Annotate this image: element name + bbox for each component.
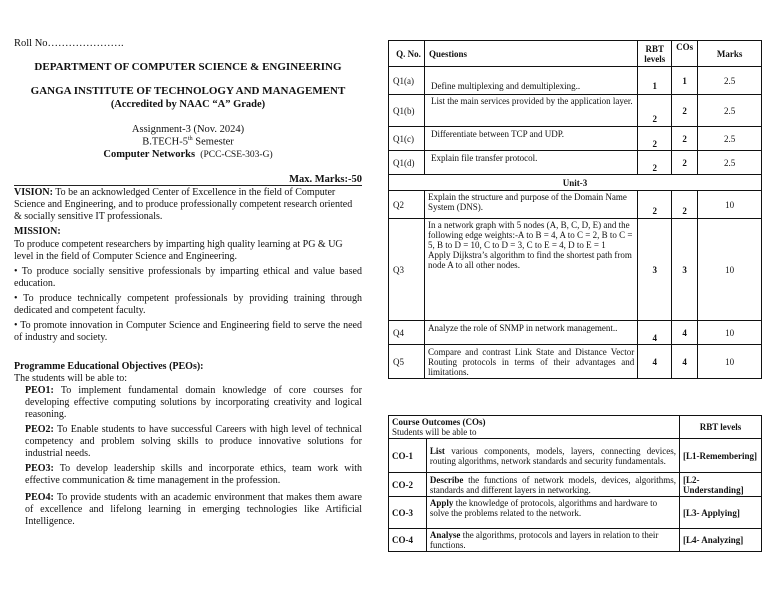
table-row: Q1(d) Explain file transfer protocol. 2 2 2.5	[389, 151, 762, 175]
col-header-rbt: RBT levels	[638, 41, 672, 67]
peo-heading: Programme Educational Objectives (PEOs):	[14, 361, 204, 372]
questions-table	[388, 40, 762, 379]
col-header-questions: Questions	[424, 41, 637, 67]
peo-item: PEO3: To develop leadership skills and incorporate ethics, team work with effective communication & time management in the profession.	[25, 463, 362, 486]
subject-code: (PCC-CSE-303-G)	[200, 150, 273, 160]
table-row: Q5 Compare and contrast Link State and Distance Vector Routing protocols in terms of their advantages and limitations. 4 4 10	[389, 345, 762, 379]
subject-line	[14, 149, 362, 160]
peo-item: PEO2: To Enable students to have successful Careers with high level of technical competency and problem solving skills to produce innovative solutions for industrial needs.	[25, 424, 362, 459]
co-rbt-header: RBT levels	[680, 416, 762, 439]
col-header-cos: COs	[672, 41, 698, 67]
mission-bullet: • To produce socially sensitive professionals by imparting ethical and value based education.	[14, 266, 362, 289]
co-row: CO-1 List various components, models, layers, connecting devices, routing algorithms, network standards and security fundamentals. [L1-Remembering]	[389, 439, 762, 473]
mission-intro: To produce competent researchers by imparting high quality learning at PG & UG level in the field of Computer Science and Engineering.	[14, 239, 343, 262]
table-row: Q3 In a network graph with 5 nodes (A, B, C, D, E) and the following edge weights:-A to B = 4, A to C = 2, B to C = 5, B to D = 10, C to D = 3, C to E = 4, D to E = 1 Apply Dijkstra’s algorithm to find the shortest path from node A to all other nodes. 3 3 10	[389, 219, 762, 321]
unit-row	[389, 175, 762, 191]
mission-bullet: • To promote innovation in Computer Science and Engineering field to serve the need of industry and society.	[14, 320, 362, 343]
mission-bullet: • To produce technically competent professionals by providing training through dedicated and competent faculty.	[14, 293, 362, 316]
col-header-marks: Marks	[698, 41, 762, 67]
mission-label: MISSION:	[14, 226, 61, 237]
co-row: CO-2 Describe the functions of network models, devices, algorithms, standards and different layers in networking. [L2-Understanding]	[389, 473, 762, 497]
institute-name: GANGA INSTITUTE OF TECHNOLOGY AND MANAGEMENT	[30, 85, 346, 97]
co-heading: Course Outcomes (COs)	[392, 417, 486, 427]
vision-label: VISION:	[14, 187, 53, 198]
peo-item: PEO1: To implement fundamental domain knowledge of core courses for developing effective computing solutions by incorporating creativity and logical reasoning.	[25, 385, 362, 420]
co-row: CO-4 Analyse the algorithms, protocols and layers in relation to their functions. [L4- Analyzing]	[389, 529, 762, 552]
table-row: Q1(b) List the main services provided by the application layer. 2 2 2.5	[389, 95, 762, 127]
co-subheading: Students will be able to	[392, 427, 477, 437]
assignment-title: Assignment-3 (Nov. 2024)	[131, 124, 245, 135]
vision-paragraph: VISION: To be an acknowledged Center of Excellence in the field of Computer Science and Engineering, and to produce professionally competent research oriented & socially sensitive IT professionals.	[14, 187, 353, 222]
department-title: DEPARTMENT OF COMPUTER SCIENCE & ENGINEERING	[34, 61, 342, 73]
semester-line: B.TECH-5th Semester	[142, 136, 234, 148]
table-row: Q4 Analyze the role of SNMP in network management.. 4 4 10	[389, 321, 762, 345]
roll-number-field: Roll No………………….	[14, 38, 124, 49]
subject-name: Computer Networks	[103, 149, 196, 160]
header-divider	[14, 185, 362, 186]
co-row: CO-3 Apply the knowledge of protocols, algorithms and hardware to solve the problems related to the network. [L3- Applying]	[389, 497, 762, 529]
max-marks: Max. Marks:-50	[289, 174, 362, 185]
table-row: Q1(c) Differentiate between TCP and UDP. 2 2 2.5	[389, 127, 762, 151]
peo-intro: The students will be able to:	[14, 373, 128, 384]
course-outcomes-table	[388, 415, 762, 552]
accreditation-line: (Accredited by NAAC “A” Grade)	[110, 99, 266, 110]
table-row: Q1(a) Define multiplexing and demultiplexing.. 1 1 2.5	[389, 67, 762, 95]
table-row: Q2 Explain the structure and purpose of the Domain Name System (DNS). 2 2 10	[389, 191, 762, 219]
peo-item: PEO4: To provide students with an academic environment that makes them aware of excellence and lifelong learning in emerging technologies like Artificial Intelligence.	[25, 492, 362, 527]
co-header-row	[389, 416, 762, 439]
unit-label: Unit-3	[389, 175, 762, 191]
table-header-row	[389, 41, 762, 67]
col-header-qno: Q. No.	[389, 41, 425, 67]
